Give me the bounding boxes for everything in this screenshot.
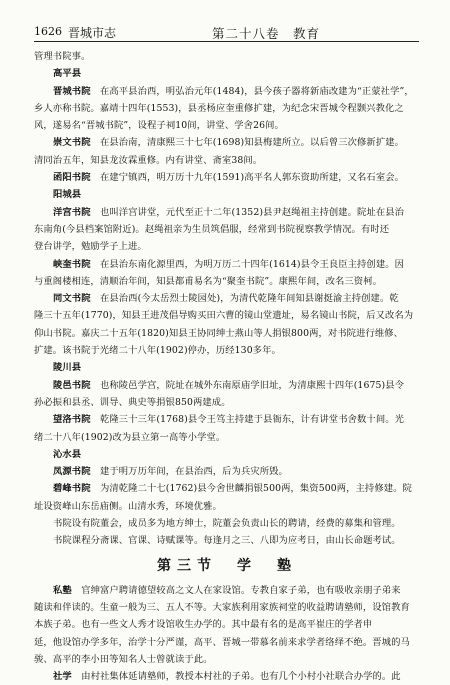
line-text: 孙必振和县丞、训导、典史等捐银850两建成。 <box>34 396 231 408</box>
line-text: 在县治东南化源里西，为明万历二十四年(1614)县令王良臣主持创建。因 <box>90 258 405 270</box>
text-line <box>34 377 420 394</box>
section-heading: 第三节 学 塾 <box>157 557 297 574</box>
text-line <box>34 221 420 238</box>
text-line <box>34 307 420 324</box>
entry-name: 社学 <box>53 671 72 683</box>
line-text: 也称陵邑学宫，院址在城外东南原庙学旧址，为清康熙十四年(1675)县令 <box>90 379 405 391</box>
text-line <box>34 582 420 599</box>
line-text: 管理书院事。 <box>34 51 91 62</box>
line-text: 为清乾隆二十七(1762)县今舍世麟捐银500两，集资500两，主持修建。院 <box>90 483 412 495</box>
county-heading <box>34 359 420 376</box>
line-text: 书院设有院董会，成员多为地方绅士，院董会负责山长的聘请，经费的募集和管理。 <box>53 518 401 530</box>
line-text: 在县治南，清康熙三十七年(1698)知县梅建所立。以后曾三次修新扩建。 <box>90 137 405 149</box>
page-number: 1626 <box>34 25 62 38</box>
line-text: 延，他设馆办学多年，治学十分严谨，高平、晋城一带慕名前来求学者络绎不绝。晋城的马 <box>34 636 410 648</box>
entry-name: 望洛书院 <box>53 414 91 426</box>
line-text: 乡人亦称书院。嘉靖十四年(1553)，县丞杨应奎重修扩建，为纪念宋晋城令程颢兴教化之 <box>34 102 404 114</box>
entry-name: 崇文书院 <box>53 137 91 149</box>
line-text: 在建宁镇西，明万历十九年(1591)高平名人郭东资助所建，又名石室会。 <box>90 172 405 184</box>
text-line <box>34 634 420 651</box>
county-heading <box>34 65 420 82</box>
text-line <box>34 152 420 169</box>
book-title: 晋城市志 <box>68 26 117 40</box>
line-text: 与重阁楼相连，清顺治年间，知县都甫易名为“聚奎书院”。康熙年间，改名三资柯。 <box>34 275 382 287</box>
text-line <box>34 651 420 668</box>
text-line <box>34 394 420 411</box>
line-text: 在高平县治西，明弘治元年(1484)，县今孩子器将新庙改建为“正蒙社学”， <box>90 85 414 97</box>
text-line <box>34 256 420 273</box>
line-text: 清同治五年，知县龙汝霖重修。内有讲堂、斋室38间。 <box>34 154 263 166</box>
county-heading <box>34 186 420 203</box>
text-line <box>34 616 420 633</box>
line-text: 仰山书院。嘉庆二十五年(1820)知县王协同绅士燕山等人捐银800两，对书院进行维修、 <box>34 327 404 339</box>
line-text: 乾隆三十三年(1768)县令王笃主持建于县衙东，计有讲堂书舍数十间。光 <box>90 414 405 426</box>
entry-name: 陵邑书院 <box>53 379 91 391</box>
entry-name: 碧峰书院 <box>53 483 91 495</box>
entry-name: 函阳书院 <box>53 172 91 184</box>
line-text: 由村社集体延请塾师，教授本村社的子弟。也有几个小村小社联合办学的。此 <box>71 671 401 683</box>
line-text: 陵川县 <box>53 362 82 374</box>
text-line <box>34 204 420 221</box>
text-line <box>34 48 420 65</box>
text-line <box>34 599 420 616</box>
text-line <box>34 83 420 100</box>
text-line <box>34 463 420 480</box>
line-text: 阳城县 <box>53 189 82 201</box>
line-text: 随读和伴读的。生童一般为三、五人不等。大家族利用家族祠堂的收益聘请塾师，设馆教育 <box>34 601 410 613</box>
text-line <box>34 117 420 134</box>
text-line <box>34 238 420 255</box>
line-text: 沁水县 <box>53 448 82 460</box>
text-line <box>34 290 420 307</box>
line-text: 也叫洋宫讲堂，元代至正十二年(1352)县尹赵绳祖主持创建。院址在县治 <box>90 206 405 218</box>
line-text: 风，遂易名“晋城书院”，设程子祠10间，讲堂、学舍26间。 <box>34 120 284 132</box>
text-line <box>34 480 420 497</box>
text-line <box>34 498 420 515</box>
entry-name: 同文书院 <box>53 293 91 305</box>
line-text: 登台讲学，勉励学子上进。 <box>34 241 147 253</box>
line-text: 址设资峰山东岳庙侧。山清水秀，环境优雅。 <box>34 500 222 512</box>
line-text: 本族子弟。也有一些文人秀才设馆收生办学的。其中最有名的是高平崔庄的学者申 <box>34 619 373 631</box>
text-line <box>34 134 420 151</box>
text-line <box>34 273 420 290</box>
text-line <box>34 100 420 117</box>
line-text: 在县治西(今太岳烈士陵园处)，为清代乾隆年间知县谢挺渝主持创建。乾 <box>90 293 399 305</box>
line-text: 扩建。该书院于光绪二十八年(1902)停办，历经130多年。 <box>34 345 281 357</box>
line-text: 骏、高平的李小田等知名人士曾就读于此。 <box>34 653 213 665</box>
text-line <box>34 411 420 428</box>
chapter-title: 第二十八卷 教育 <box>212 26 321 41</box>
line-text: 官绅富户聘请德望较高之文人在家设馆。专教自家子弟，也有吸收亲朋子弟来 <box>71 584 401 596</box>
page-header <box>34 21 419 42</box>
entry-name: 凤源书院 <box>53 466 91 478</box>
text-line <box>34 532 420 549</box>
text-line <box>34 169 420 186</box>
entry-name: 峡奎书院 <box>53 258 91 270</box>
line-text: 绪二十八年(1902)改为县立第一高等小学堂。 <box>34 431 226 443</box>
line-text: 高平县 <box>53 68 82 80</box>
text-line <box>34 515 420 532</box>
entry-name: 洋宫书院 <box>53 206 91 218</box>
text-line <box>34 668 420 685</box>
line-text: 东南角(今县档案馆附近)。赵绳祖亲为生员筑倡服，经常到书院视察教学情况。有时还 <box>34 223 390 235</box>
line-text: 隆三十五年(1770)，知县王进茂倡导购买田六曹的镜山堂遗址，易名镜山书院，后又改名为 <box>34 310 414 322</box>
entry-name: 晋城书院 <box>53 85 91 97</box>
line-text: 建于明万历年间，在县治西，后为兵灾所毁。 <box>90 466 288 478</box>
body-text <box>34 48 420 685</box>
text-line <box>34 342 420 359</box>
text-line <box>34 429 420 446</box>
text-line <box>34 325 420 342</box>
county-heading <box>34 446 420 463</box>
line-text: 书院课程分斋课、官课、诗赋课等。每逢月之三、八即为应考日，由山长命题考试。 <box>53 535 401 547</box>
entry-name: 私塾 <box>53 584 72 596</box>
